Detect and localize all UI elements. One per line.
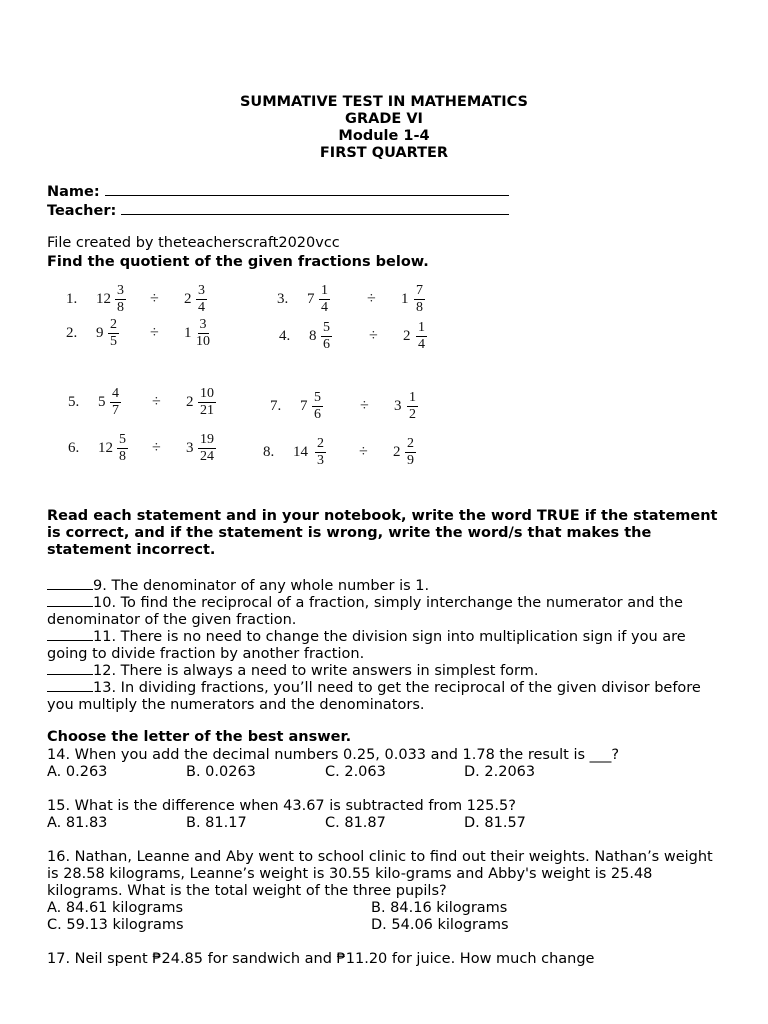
- division-sign: ÷: [152, 393, 161, 410]
- problem-number: 5.: [68, 394, 80, 410]
- answer-blank[interactable]: [47, 661, 93, 675]
- dividend-fraction: [319, 283, 330, 316]
- divisor-denominator: 2: [409, 407, 416, 422]
- part2-instruction: Read each statement and in your notebook, write the word TRUE if the statement is correct, and if the statement is wrong, write the word/s that makes the statement incorrect.: [47, 508, 718, 558]
- divisor-whole: 1: [401, 291, 409, 307]
- divisor-fraction: [196, 317, 210, 350]
- part1-instruction: Find the quotient of the given fractions below.: [47, 254, 429, 270]
- question-15: 15. What is the difference when 43.67 is subtracted from 125.5?: [47, 798, 516, 814]
- dividend-whole: 5: [98, 394, 106, 410]
- name-field: [47, 181, 509, 200]
- dividend-numerator: 2: [110, 317, 117, 332]
- teacher-field: [47, 200, 509, 219]
- divisor-numerator: 2: [407, 436, 414, 451]
- dividend-whole: 12: [98, 440, 113, 456]
- teacher-line[interactable]: [121, 200, 509, 215]
- statement-10: 10. To find the reciprocal of a fraction, simply interchange the numerator and the denominator of the given fraction.: [47, 595, 683, 628]
- q16-option-c[interactable]: C. 59.13 kilograms: [47, 917, 184, 933]
- dividend-denominator: 3: [317, 453, 324, 468]
- dividend-fraction: [321, 320, 332, 353]
- part3-instruction: Choose the letter of the best answer.: [47, 729, 352, 745]
- question-16: 16. Nathan, Leanne and Aby went to school clinic to find out their weights. Nathan’s weight is 28.58 kilograms, Leanne’s weight is 30.55 kilo-grams and Abby's weight is 25.48 kilograms. What is the total weight of the three pupils?: [47, 849, 713, 899]
- q16-option-d[interactable]: D. 54.06 kilograms: [371, 917, 509, 933]
- divisor-fraction: [414, 283, 425, 316]
- dividend-fraction: [117, 432, 128, 465]
- problem-number: 4.: [279, 328, 291, 344]
- dividend-fraction: [110, 386, 121, 419]
- q15-option-a[interactable]: A. 81.83: [47, 815, 108, 831]
- divisor-fraction: [198, 432, 216, 465]
- divisor-fraction: [407, 390, 418, 423]
- division-sign: ÷: [150, 290, 159, 307]
- division-sign: ÷: [367, 290, 376, 307]
- divisor-whole: 2: [186, 394, 194, 410]
- dividend-whole: 14: [293, 444, 308, 460]
- problem-number: 2.: [66, 325, 78, 341]
- dividend-numerator: 4: [112, 386, 119, 401]
- divisor-fraction: [198, 386, 216, 419]
- dividend-fraction: [315, 436, 326, 469]
- dividend-denominator: 6: [323, 337, 330, 352]
- dividend-whole: 12: [96, 291, 111, 307]
- divisor-numerator: 3: [199, 317, 207, 332]
- q15-option-b[interactable]: B. 81.17: [186, 815, 247, 831]
- divisor-denominator: 4: [198, 300, 205, 315]
- dividend-fraction: [115, 283, 126, 316]
- q16-option-a[interactable]: A. 84.61 kilograms: [47, 900, 184, 916]
- question-17: 17. Neil spent ₱24.85 for sandwich and ₱11.20 for juice. How much change: [47, 951, 595, 967]
- answer-blank[interactable]: [47, 627, 93, 641]
- dividend-numerator: 1: [321, 283, 328, 298]
- divisor-whole: 2: [403, 328, 411, 344]
- divisor-denominator: 9: [407, 453, 414, 468]
- problem-number: 1.: [66, 291, 78, 307]
- dividend-numerator: 5: [314, 390, 321, 405]
- divisor-numerator: 19: [200, 432, 214, 447]
- name-line[interactable]: [105, 181, 509, 196]
- name-label: Name:: [47, 184, 100, 200]
- divisor-whole: 1: [184, 325, 192, 341]
- divisor-numerator: 3: [198, 283, 205, 298]
- divisor-fraction: [416, 320, 427, 353]
- module-label: Module 1-4: [338, 128, 430, 144]
- statement-13: 13. In dividing fractions, you’ll need to get the reciprocal of the given divisor before you multiply the numerators and the denominators.: [47, 680, 701, 713]
- dividend-denominator: 8: [117, 300, 124, 315]
- divisor-whole: 2: [184, 291, 192, 307]
- divisor-fraction: [196, 283, 207, 316]
- divisor-fraction: [405, 436, 416, 469]
- divisor-denominator: 4: [418, 337, 425, 352]
- dividend-denominator: 7: [112, 403, 119, 418]
- problem-number: 7.: [270, 398, 282, 414]
- dividend-whole: 7: [307, 291, 315, 307]
- grade-label: GRADE VI: [345, 111, 423, 127]
- answer-blank[interactable]: [47, 576, 93, 590]
- credit-line: File created by theteacherscraft2020vcc: [47, 235, 340, 251]
- dividend-fraction: [312, 390, 323, 423]
- statement-11: 11. There is no need to change the division sign into multiplication sign if you are going to divide fraction by another fraction.: [47, 629, 686, 662]
- dividend-whole: 8: [309, 328, 317, 344]
- dividend-whole: 7: [300, 398, 308, 414]
- q14-option-b[interactable]: B. 0.0263: [186, 764, 256, 780]
- divisor-whole: 3: [394, 398, 402, 414]
- divisor-denominator: 10: [196, 334, 210, 349]
- division-sign: ÷: [359, 443, 368, 460]
- teacher-label: Teacher:: [47, 203, 117, 219]
- dividend-numerator: 3: [117, 283, 124, 298]
- division-sign: ÷: [150, 324, 159, 341]
- statement-9: 9. The denominator of any whole number is 1.: [47, 576, 727, 595]
- divisor-denominator: 24: [200, 449, 214, 464]
- problem-number: 8.: [263, 444, 275, 460]
- divisor-whole: 3: [186, 440, 194, 456]
- dividend-denominator: 8: [119, 449, 126, 464]
- dividend-numerator: 5: [323, 320, 330, 335]
- dividend-fraction: [108, 317, 119, 350]
- division-sign: ÷: [360, 397, 369, 414]
- problem-number: 3.: [277, 291, 289, 307]
- answer-blank[interactable]: [47, 593, 93, 607]
- dividend-numerator: 2: [317, 436, 324, 451]
- q15-option-c[interactable]: C. 81.87: [325, 815, 386, 831]
- q14-option-c[interactable]: C. 2.063: [325, 764, 386, 780]
- dividend-denominator: 6: [314, 407, 321, 422]
- divisor-denominator: 8: [416, 300, 423, 315]
- q14-option-d[interactable]: D. 2.2063: [464, 764, 536, 780]
- problem-number: 6.: [68, 440, 80, 456]
- q14-option-a[interactable]: A. 0.263: [47, 764, 108, 780]
- quarter-label: FIRST QUARTER: [319, 145, 449, 161]
- divisor-numerator: 10: [200, 386, 214, 401]
- dividend-denominator: 4: [321, 300, 328, 315]
- dividend-denominator: 5: [110, 334, 117, 349]
- dividend-numerator: 5: [119, 432, 126, 447]
- divisor-whole: 2: [393, 444, 401, 460]
- divisor-denominator: 21: [200, 403, 214, 418]
- q16-option-b[interactable]: B. 84.16 kilograms: [371, 900, 508, 916]
- question-14: 14. When you add the decimal numbers 0.25, 0.033 and 1.78 the result is ___?: [47, 747, 620, 763]
- answer-blank[interactable]: [47, 678, 93, 692]
- division-sign: ÷: [152, 439, 161, 456]
- divisor-numerator: 1: [418, 320, 425, 335]
- division-sign: ÷: [369, 327, 378, 344]
- q15-option-d[interactable]: D. 81.57: [464, 815, 526, 831]
- divisor-numerator: 1: [409, 390, 416, 405]
- dividend-whole: 9: [96, 325, 104, 341]
- statement-12: 12. There is always a need to write answers in simplest form.: [47, 661, 727, 680]
- test-title: SUMMATIVE TEST IN MATHEMATICS: [239, 94, 528, 110]
- divisor-numerator: 7: [416, 283, 423, 298]
